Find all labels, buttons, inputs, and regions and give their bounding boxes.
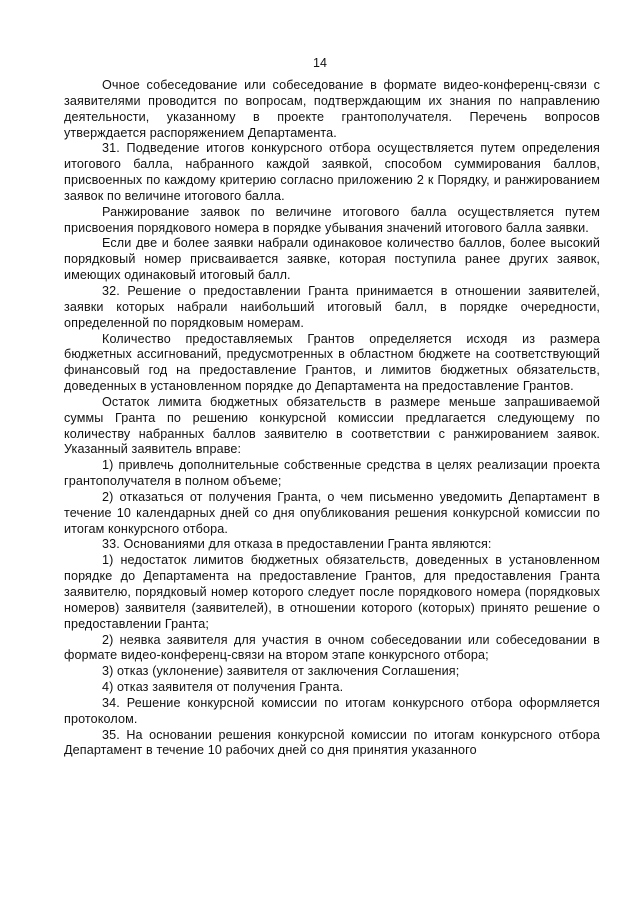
paragraph-remaining-limit: Остаток лимита бюджетных обязательств в размере меньше запрашиваемой суммы Гранта по решению конкурсной комиссии предлагается следующему по количеству набранных баллов заявителю в соответствии с ранжированием заявок. Указанный заявитель вправе: bbox=[64, 394, 600, 457]
paragraph-interview: Очное собеседование или собеседование в формате видео-конференц-связи с заявителями проводится по вопросам, подтверждающим их знания по направлению деятельности, указанному в проекте грантополучателя. Перечень вопросов утверждается распоряжением Департамента. bbox=[64, 78, 600, 140]
paragraph-34: 34. Решение конкурсной комиссии по итогам конкурсного отбора оформляется протоколом. bbox=[64, 695, 600, 726]
paragraph-option-2: 2) отказаться от получения Гранта, о чем письменно уведомить Департамент в течение 10 календарных дней со дня опубликования решения конкурсной комиссии по итогам конкурсного отбора. bbox=[64, 489, 600, 536]
paragraph-refusal-4: 4) отказ заявителя от получения Гранта. bbox=[102, 680, 344, 695]
paragraph-refusal-1: 1) недостаток лимитов бюджетных обязательств, доведенных в установленном порядке до Департамента на предоставление Грантов, для предоставления Гранта заявителю, порядковый номер которого следует после порядкового номера (порядковых номеров) заявителя (заявителей), в отношении которого (которых) принято решение о предоставлении Гранта; bbox=[64, 553, 600, 631]
paragraph-32: 32. Решение о предоставлении Гранта принимается в отношении заявителей, заявки которых набрали наибольший итоговый балл, в порядке очередности, определенной по порядковым номерам. bbox=[64, 283, 600, 330]
paragraph-ranking: Ранжирование заявок по величине итогового балла осуществляется путем присвоения порядкового номера в порядке убывания значений итогового балла заявки. bbox=[64, 204, 600, 235]
paragraph-grant-count: Количество предоставляемых Грантов определяется исходя из размера бюджетных ассигнований, предусмотренных в областном бюджете на соответствующий финансовый год на предоставление Грантов, и лимитов бюджетных обязательств, доведенных в установленном порядке до Департамента на предоставление Грантов. bbox=[64, 331, 600, 394]
page-number: 14 bbox=[313, 56, 327, 70]
paragraph-35: 35. На основании решения конкурсной комиссии по итогам конкурсного отбора Департамент в течение 10 рабочих дней со дня принятия указанного bbox=[64, 727, 600, 758]
paragraph-33: 33. Основаниями для отказа в предоставлении Гранта являются: bbox=[102, 537, 492, 552]
paragraph-equal-scores: Если две и более заявки набрали одинаковое количество баллов, более высокий порядковый номер присваивается заявке, которая поступила ранее других заявок, имеющих одинаковый итоговый балл. bbox=[64, 236, 600, 283]
paragraph-refusal-3: 3) отказ (уклонение) заявителя от заключения Соглашения; bbox=[102, 664, 460, 679]
paragraph-refusal-2: 2) неявка заявителя для участия в очном собеседовании или собеседовании в формате видео-конференц-связи на втором этапе конкурсного отбора; bbox=[64, 632, 600, 663]
paragraph-31: 31. Подведение итогов конкурсного отбора осуществляется путем определения итогового балла, набранного каждой заявкой, способом суммирования баллов, присвоенных по каждому критерию согласно приложению 2 к Порядку, и ранжированием заявок по величине итогового балла. bbox=[64, 141, 600, 203]
paragraph-option-1: 1) привлечь дополнительные собственные средства в целях реализации проекта грантополучателя в полном объеме; bbox=[64, 458, 600, 489]
document-body bbox=[64, 78, 600, 759]
